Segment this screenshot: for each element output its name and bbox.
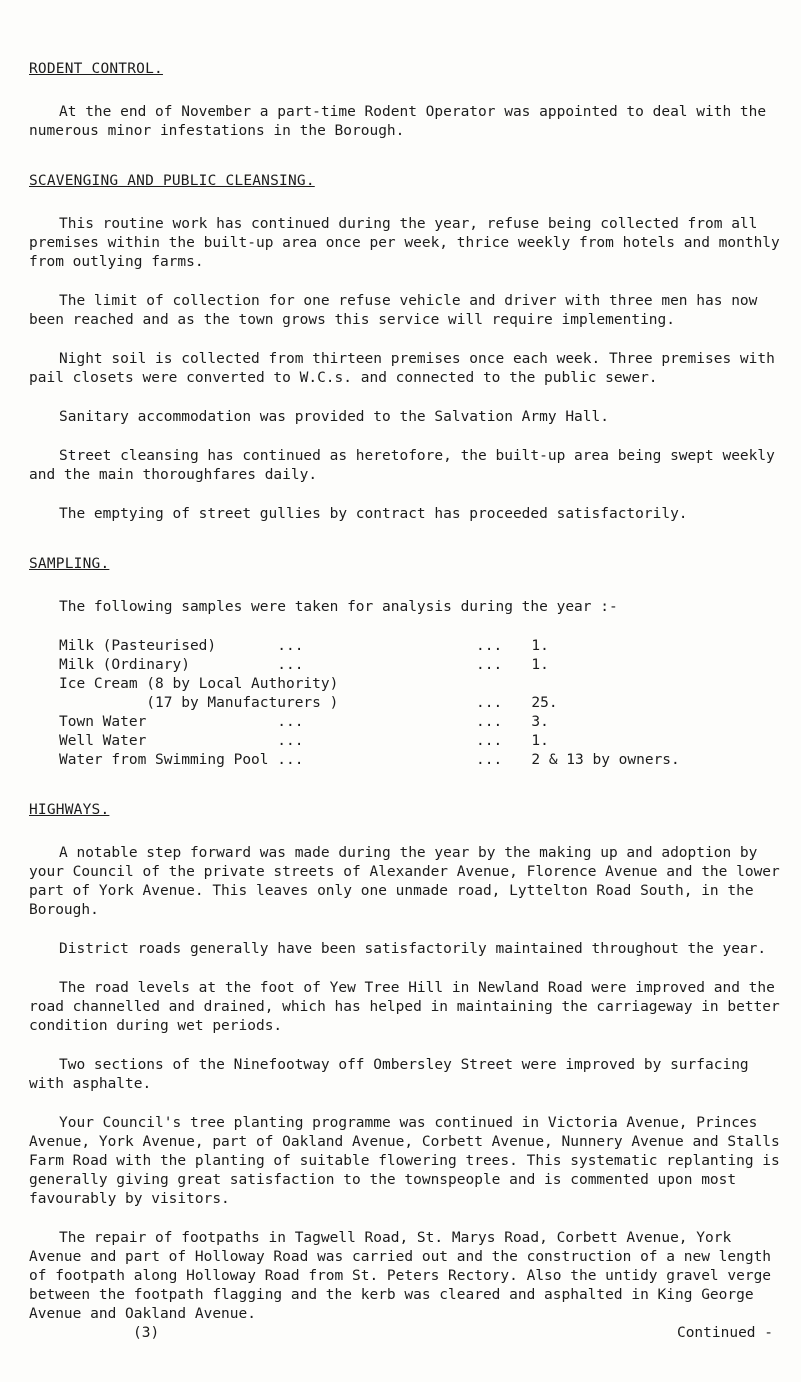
sample-item: Well Water ... bbox=[59, 733, 304, 749]
continued-note: Continued - bbox=[676, 1325, 773, 1341]
scavenging-paragraph: Sanitary accommodation was provided to the Salvation Army Hall. bbox=[59, 409, 609, 425]
sampling-intro: The following samples were taken for analysis during the year :- bbox=[59, 599, 618, 615]
sample-count bbox=[531, 675, 789, 694]
sample-count: 1. bbox=[531, 638, 549, 654]
scavenging-paragraph: This routine work has continued during the year, refuse being collected from all premises within the built-up area once per week, thrice weekly from hotels and monthly from outlying farms. bbox=[29, 216, 780, 270]
sample-leader: ... bbox=[476, 638, 503, 654]
highways-paragraph: Two sections of the Ninefootway off Ombersley Street were improved by surfacing with asphalte. bbox=[29, 1057, 749, 1092]
sample-leader: ... bbox=[476, 752, 503, 768]
table-row bbox=[59, 732, 789, 751]
table-row bbox=[59, 637, 789, 656]
sample-count: 3. bbox=[531, 714, 549, 730]
highways-paragraph: A notable step forward was made during the year by the making up and adoption by your Council of the private streets of Alexander Avenue, Florence Avenue and the lower part of York Avenue. This leaves only one unmade road, Lyttelton Road South, in the Borough. bbox=[29, 845, 780, 918]
table-row bbox=[59, 675, 789, 694]
rodent-paragraph: At the end of November a part-time Rodent Operator was appointed to deal with the numerous minor infestations in the Borough. bbox=[29, 104, 767, 139]
sample-item: Town Water ... bbox=[59, 714, 304, 730]
sample-count: 1. bbox=[531, 733, 549, 749]
scavenging-paragraph: The limit of collection for one refuse vehicle and driver with three men has now been reached and as the town grows this service will require implementing. bbox=[29, 293, 758, 328]
table-row bbox=[59, 713, 789, 732]
scavenging-paragraph: The emptying of street gullies by contract has proceeded satisfactorily. bbox=[59, 506, 688, 522]
table-row bbox=[59, 694, 789, 713]
section-heading-sampling: SAMPLING. bbox=[29, 556, 110, 572]
sample-item: Milk (Ordinary) ... bbox=[59, 657, 304, 673]
highways-paragraph: District roads generally have been satisfactorily maintained throughout the year. bbox=[59, 941, 767, 957]
highways-paragraph: The repair of footpaths in Tagwell Road, St. Marys Road, Corbett Avenue, York Avenue and part of Holloway Road was carried out and the construction of a new length of footpath along Holloway Road from St. Peters Rectory. Also the untidy gravel verge between the footpath flagging and the kerb was cleared and asphalted in King George Avenue and Oakland Avenue. bbox=[29, 1230, 772, 1322]
scavenging-paragraph: Night soil is collected from thirteen premises once each week. Three premises with pail closets were converted to W.C.s. and connected to the public sewer. bbox=[29, 351, 775, 386]
document-page bbox=[29, 60, 789, 1343]
table-row bbox=[59, 751, 789, 770]
sample-item: Water from Swimming Pool ... bbox=[59, 752, 304, 768]
section-heading-scavenging: SCAVENGING AND PUBLIC CLEANSING. bbox=[29, 173, 315, 189]
sample-item: Ice Cream (8 by Local Authority) bbox=[59, 676, 339, 692]
sample-leader: ... bbox=[476, 657, 503, 673]
sample-leader: ... bbox=[476, 714, 503, 730]
table-row bbox=[59, 656, 789, 675]
highways-paragraph: Your Council's tree planting programme was continued in Victoria Avenue, Princes Avenue, York Avenue, part of Oakland Avenue, Corbett Avenue, Nunnery Avenue and Stalls Farm Road with the planting of suitable flowering trees. This systematic replanting is generally giving great satisfaction to the townspeople and is commented upon most favourably by visitors. bbox=[29, 1115, 780, 1207]
sample-item: (17 by Manufacturers ) bbox=[59, 695, 339, 711]
section-heading-highways: HIGHWAYS. bbox=[29, 802, 110, 818]
sample-item: Milk (Pasteurised) ... bbox=[59, 638, 304, 654]
sample-leader: ... bbox=[476, 733, 503, 749]
samples-table bbox=[59, 637, 789, 770]
sample-count: 1. bbox=[531, 657, 549, 673]
scavenging-paragraph: Street cleansing has continued as heretofore, the built-up area being swept weekly and the main thoroughfares daily. bbox=[29, 448, 775, 483]
sample-leader bbox=[476, 675, 531, 694]
page-footer bbox=[133, 1324, 773, 1343]
section-heading-rodent-control: RODENT CONTROL. bbox=[29, 61, 163, 77]
sample-count: 25. bbox=[531, 695, 558, 711]
sample-count: 2 & 13 by owners. bbox=[531, 752, 680, 768]
page-number: (3) bbox=[133, 1325, 160, 1341]
sample-leader: ... bbox=[476, 695, 503, 711]
highways-paragraph: The road levels at the foot of Yew Tree Hill in Newland Road were improved and the road channelled and drained, which has helped in maintaining the carriageway in better condition during wet periods. bbox=[29, 980, 780, 1034]
